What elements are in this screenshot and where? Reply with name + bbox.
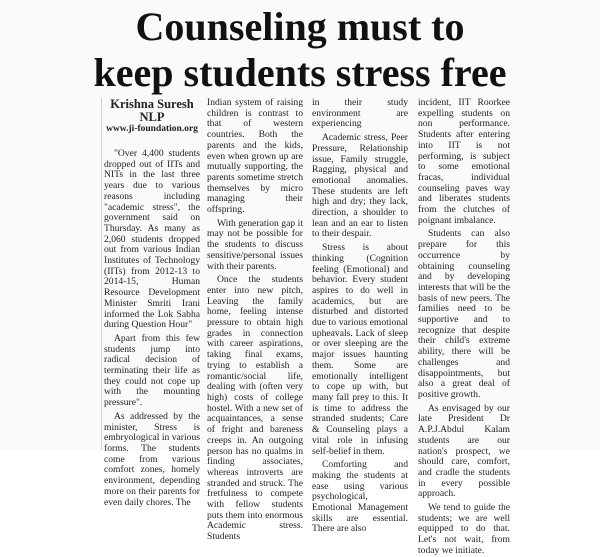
author-website: www.ji-foundation.org [106, 124, 198, 134]
author-org: NLP [139, 110, 165, 124]
paragraph: Academic stress, Peer Pressure, Relationship issue, Family struggle, Ragging, physical and emotional anomalies. These students are left high and dry; they lack, direction, a shoulder to lean and an ear to listen to their despair. [312, 132, 408, 240]
paragraph: We tend to guide the students; we are well equipped to do that. Let's not wait, from today we initiate. [418, 502, 510, 556]
paragraph: With generation gap it may not be possible for the students to discuss sensitive/personal issues with their parents. [207, 217, 303, 272]
column-rule [101, 98, 102, 450]
paragraph: "Over 4,400 students dropped out of IITs and NITs in the last three years due to various reasons including "academic stress", the government said on Thursday. As many as 2,060 students dropped out from various Indian Institutes of Technology (IITs) from 2012-13 to 2014-15, Human Resource Development Minister Smriti Irani informed the Lok Sabha during Question Hour" [104, 148, 200, 331]
paragraph: Stress is about thinking (Cognition feeling (Emotional) and behavior. Every student aspires to do well in academics, but are disturbed and distorted due to various emotional upheavals. Lack of sleep or over sleeping are the major issues haunting them. Some are emotionally intelligent to cope up with, but many fall prey to this. It is time to address the stranded students; Care & Counseling plays a vital role in infusing self-belief in them. [312, 242, 408, 457]
author-name: Krishna Suresh [110, 97, 194, 111]
column-2 [207, 97, 303, 543]
column-1 [104, 97, 200, 508]
paragraph: Comforting and making the students at ease using various psychological, Emotional Management skills are essential. There are also [312, 459, 408, 535]
paragraph: Students can also prepare for this occurrence by obtaining counseling and by developing interests that will be the basis of new peers. The families need to be supportive and to recognize that despite their child's extreme ability, there will be challenges and disappointments, but also a great deal of positive growth. [418, 228, 510, 400]
paragraph: As envisaged by our late President Dr A.P.J.Abdul Kalam students are our nation's prospect, we should care, comfort, and cradle the students in every possible approach. [418, 402, 510, 500]
paragraph: Once the students enter into new pitch, Leaving the family home, feeling intense pressure to obtain high grades in connection with career aspirations, taking final exams, trying to establish a romantic/social life, dealing with (often very high) costs of college hostel. With a new set of acquaintances, a sense of fright and bareness creeps in. An outgoing person has no qualms in finding associates, whereas introverts are stranded and struck. The fretfulness to compete with fellow students puts them into enormous Academic stress. Students [207, 274, 303, 543]
column-3 [312, 97, 408, 535]
byline [104, 98, 200, 135]
paragraph: Apart from this few students jump into radical decision of terminating their life as they could not cope up with the mounting pressure". [104, 332, 200, 409]
headline [0, 4, 600, 96]
paragraph: As addressed by the minister, Stress is embryological in various forms. The students come from various comfort zones, homely environment, depending more on their parents for even daily chores. The [104, 410, 200, 508]
paragraph: in their study environment are experiencing [312, 97, 408, 130]
column-4 [418, 97, 510, 556]
paragraph: incident, IIT Roorkee expelling students on non performance. Students after entering into IIT is not performing, is subject to some emotional fracas, individual counseling paves way and liberates students from the clutches of poignant imbalance. [418, 97, 510, 226]
paragraph: Indian system of raising children is contrast to that of western countries. Both the parents and the kids, even when grown up are mutually supporting, the parents sometime stretch themselves by micro managing their offspring. [207, 97, 303, 216]
headline-line-1: Counseling must to [135, 4, 465, 49]
headline-line-2: keep students stress free [93, 50, 507, 95]
